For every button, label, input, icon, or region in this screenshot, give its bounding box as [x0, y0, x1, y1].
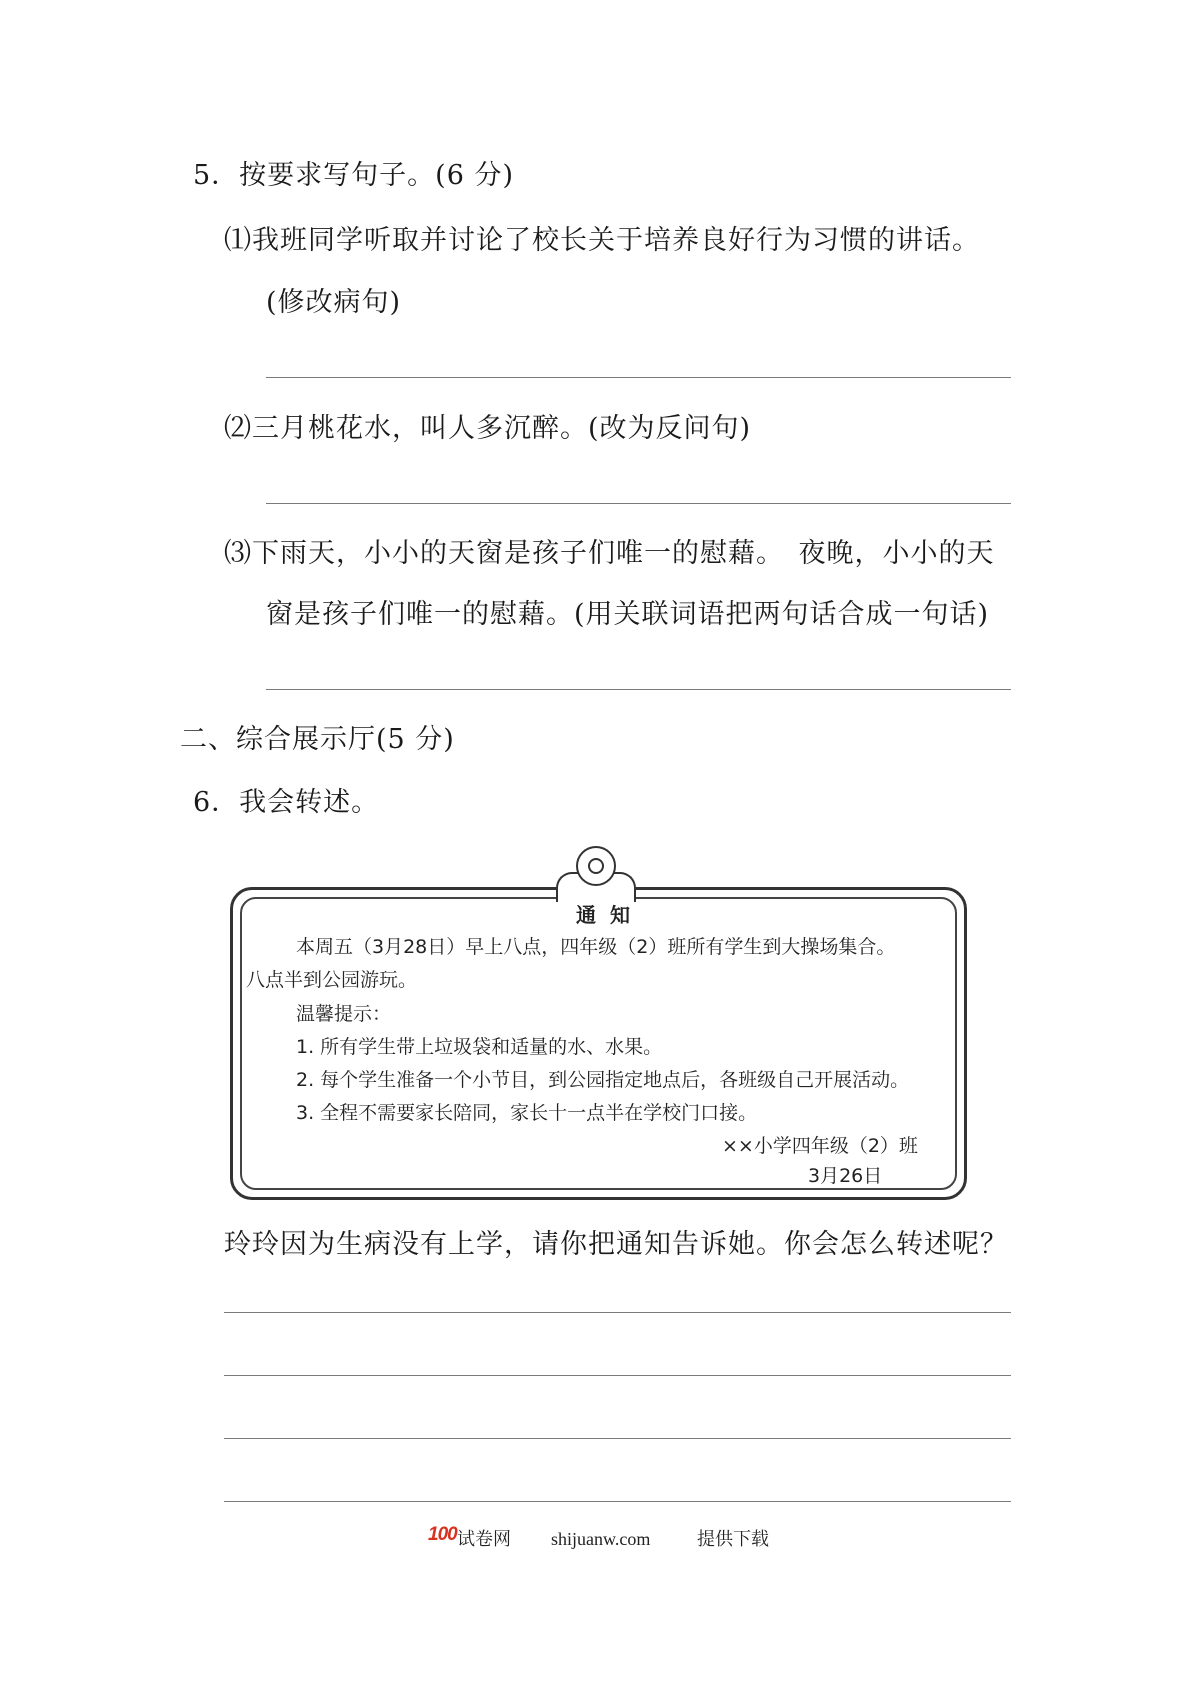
answer-line-6-1[interactable]	[224, 1312, 1011, 1313]
site-logo: 100	[428, 1524, 457, 1545]
question-6-heading: 6．我会转述。	[193, 787, 380, 818]
notice-line-2: 八点半到公园游玩。	[246, 969, 418, 991]
question-5-3-line1: ⑶下雨天，小小的天窗是孩子们唯一的慰藉。 夜晚，小小的天	[224, 538, 995, 569]
question-5-3-line2: 窗是孩子们唯一的慰藉。(用关联词语把两句话合成一句话)	[266, 599, 990, 630]
footer-url[interactable]: shijuanw.com	[551, 1529, 651, 1549]
notice-title: 通知	[576, 903, 644, 927]
question-6-prompt: 玲玲因为生病没有上学，请你把通知告诉她。你会怎么转述呢？	[224, 1229, 1008, 1260]
answer-line-5-2[interactable]	[266, 503, 1011, 504]
footer-site-name: 试卷网	[457, 1529, 511, 1549]
question-5-1-line1: ⑴我班同学听取并讨论了校长关于培养良好行为习惯的讲话。	[224, 225, 980, 256]
footer-tagline: 提供下载	[697, 1529, 769, 1549]
notice-tip-2: 2. 每个学生准备一个小节目，到公园指定地点后，各班级自己开展活动。	[296, 1069, 910, 1091]
notice-tip-3: 3. 全程不需要家长陪同，家长十一点半在学校门口接。	[296, 1102, 758, 1124]
notice-tips-label: 温馨提示：	[296, 1003, 392, 1025]
notice-tip-1: 1. 所有学生带上垃圾袋和适量的水、水果。	[296, 1036, 663, 1058]
notice-line-1: 本周五（3月28日）早上八点，四年级（2）班所有学生到大操场集合。	[296, 936, 896, 958]
notice-date: 3月26日	[808, 1165, 883, 1187]
question-5-2: ⑵三月桃花水，叫人多沉醉。(改为反问句)	[224, 413, 752, 444]
clip-hole	[588, 858, 604, 874]
answer-line-6-3[interactable]	[224, 1438, 1011, 1439]
answer-line-5-3[interactable]	[266, 689, 1011, 690]
section-2-heading: 二、综合展示厅(5 分)	[180, 724, 455, 755]
question-5-heading: 5．按要求写句子。(6 分)	[193, 160, 515, 191]
answer-line-6-2[interactable]	[224, 1375, 1011, 1376]
notice-signature: ××小学四年级（2）班	[722, 1135, 918, 1157]
answer-line-6-4[interactable]	[224, 1501, 1011, 1502]
answer-line-5-1[interactable]	[266, 377, 1011, 378]
question-5-1-line2: (修改病句)	[266, 287, 402, 318]
